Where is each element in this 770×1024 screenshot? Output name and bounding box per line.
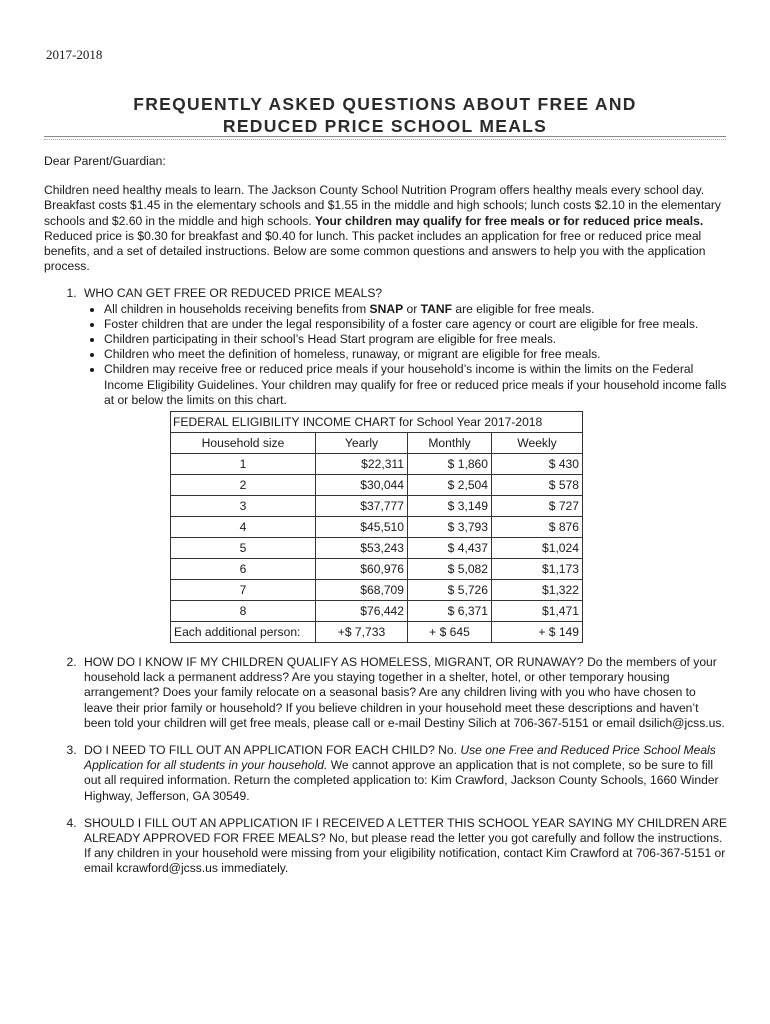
page-title bbox=[40, 93, 730, 137]
intro-text-end: Reduced price is $0.30 for breakfast and $0.40 for lunch. This packet includes an application for free or reduced price meal benefits, and a set of detailed instructions. Below are some common questions and answers to help you with the application process. bbox=[44, 228, 706, 274]
income-limit-cell: $ 5,082 bbox=[408, 559, 492, 580]
income-limit-cell: $76,442 bbox=[316, 601, 408, 622]
title-line-1: FREQUENTLY ASKED QUESTIONS ABOUT FREE AND bbox=[133, 94, 637, 114]
income-limit-cell: $1,024 bbox=[492, 538, 583, 559]
chart-row bbox=[171, 496, 583, 517]
title-line-2: REDUCED PRICE SCHOOL MEALS bbox=[222, 116, 548, 136]
snap-label: SNAP bbox=[369, 301, 404, 316]
income-limit-cell: $68,709 bbox=[316, 580, 408, 601]
title-rule-dotted bbox=[44, 139, 726, 140]
q1-bullets bbox=[84, 302, 728, 408]
income-limit-cell: $ 5,726 bbox=[408, 580, 492, 601]
income-limit-cell: $37,777 bbox=[316, 496, 408, 517]
income-limit-cell: $ 1,860 bbox=[408, 454, 492, 475]
q1-bullet: • Children may receive free or reduced price meals if your household’s income is within the limits on the Federal Income Eligibility Guidelines. Your children may qualify for free or reduced price meals if your household income falls at or below the limits on this chart. bbox=[104, 362, 728, 408]
q1-bullet: • Children participating in their school’s Head Start program are eligible for free meals. bbox=[104, 332, 728, 347]
intro-text-start: Children need healthy meals to learn. The Jackson County School Nutrition Program offers healthy meals every school day. Breakfast costs $1.45 in the elementary schools and $1.55 in the middle and high schools; lunch costs $2.10 in the elementary schools and $2.60 in the middle and high schools. bbox=[44, 183, 721, 228]
chart-row bbox=[171, 538, 583, 559]
chart-title: FEDERAL ELIGIBILITY INCOME CHART for School Year 2017-2018 bbox=[171, 412, 583, 433]
chart-row bbox=[171, 517, 583, 538]
household-size-cell: 1 bbox=[171, 454, 316, 475]
school-year: 2017-2018 bbox=[46, 47, 103, 62]
q3-start: DO I NEED TO FILL OUT AN APPLICATION FOR EACH CHILD? No. bbox=[84, 743, 461, 758]
document-body bbox=[44, 154, 728, 877]
faq-item-4: 4. SHOULD I FILL OUT AN APPLICATION IF I RECEIVED A LETTER THIS SCHOOL YEAR SAYING MY CHILDREN ARE ALREADY APPROVED FOR FREE MEALS? No, but please read the letter you got carefully and follow the instructions. If any children in your household were missing from your eligibility notification, contact Kim Crawford at 706-367-5151 or email kcrawford@jcss.us immediately. bbox=[80, 816, 728, 877]
income-limit-cell: $ 3,149 bbox=[408, 496, 492, 517]
chart-col-header: Monthly bbox=[408, 433, 492, 454]
greeting: Dear Parent/Guardian: bbox=[44, 154, 166, 168]
intro-text-bold: Your children may qualify for free meals or for reduced price meals. bbox=[314, 213, 704, 228]
title-rule bbox=[44, 136, 726, 137]
income-limit-cell: $45,510 bbox=[316, 517, 408, 538]
income-limit-cell: $30,044 bbox=[316, 475, 408, 496]
income-eligibility-chart bbox=[170, 411, 583, 643]
additional-yearly: +$ 7,733 bbox=[316, 622, 408, 643]
faq-item-2: 2. HOW DO I KNOW IF MY CHILDREN QUALIFY AS HOMELESS, MIGRANT, OR RUNAWAY? Do the members of your household lack a permanent address? Are you staying together in a shelter, hotel, or other temporary housing arrangement? Does your family relocate on a seasonal basis? Are any children living with you who have chosen to leave their prior family or household? If you believe children in your household meet these descriptions and haven’t been told your children will get free meals, please call or e-mail Destiny Silich at 706-367-5151 or email dsilich@jcss.us. bbox=[80, 655, 728, 731]
household-size-cell: 5 bbox=[171, 538, 316, 559]
additional-monthly: + $ 645 bbox=[408, 622, 492, 643]
q1-question: WHO CAN GET FREE OR REDUCED PRICE MEALS? bbox=[84, 286, 383, 301]
income-limit-cell: $ 2,504 bbox=[408, 475, 492, 496]
chart-col-header: Yearly bbox=[316, 433, 408, 454]
chart-rows bbox=[171, 454, 583, 622]
chart-row bbox=[171, 601, 583, 622]
chart-row bbox=[171, 580, 583, 601]
income-limit-cell: $22,311 bbox=[316, 454, 408, 475]
intro-paragraph bbox=[44, 183, 728, 274]
additional-person-label: Each additional person: bbox=[171, 622, 316, 643]
household-size-cell: 2 bbox=[171, 475, 316, 496]
household-size-cell: 6 bbox=[171, 559, 316, 580]
q1-bullet: • Foster children that are under the legal responsibility of a foster care agency or court are eligible for free meals. bbox=[104, 317, 728, 332]
q1-bullet bbox=[104, 302, 728, 317]
income-limit-cell: $ 4,437 bbox=[408, 538, 492, 559]
q3-end: We cannot approve an application that is not complete, so be sure to fill out all required information. Return the completed application to: Kim Crawford, Jackson County Schools, 1660 Winder Highway, Jefferson, GA 30549. bbox=[84, 758, 719, 803]
q1-bullet: • Children who meet the definition of homeless, runaway, or migrant are eligible for free meals. bbox=[104, 347, 728, 362]
chart-col-header: Household size bbox=[171, 433, 316, 454]
q1-b1-end: are eligible for free meals. bbox=[451, 301, 595, 316]
income-limit-cell: $ 3,793 bbox=[408, 517, 492, 538]
income-limit-cell: $ 876 bbox=[492, 517, 583, 538]
additional-weekly: + $ 149 bbox=[492, 622, 583, 643]
income-limit-cell: $1,173 bbox=[492, 559, 583, 580]
income-limit-cell: $ 6,371 bbox=[408, 601, 492, 622]
faq-list bbox=[44, 286, 728, 876]
chart-col-header: Weekly bbox=[492, 433, 583, 454]
income-limit-cell: $ 578 bbox=[492, 475, 583, 496]
household-size-cell: 8 bbox=[171, 601, 316, 622]
q1-b1-start: All children in households receiving benefits from bbox=[104, 301, 370, 316]
income-limit-cell: $60,976 bbox=[316, 559, 408, 580]
household-size-cell: 4 bbox=[171, 517, 316, 538]
tanf-label: TANF bbox=[420, 301, 452, 316]
household-size-cell: 3 bbox=[171, 496, 316, 517]
income-limit-cell: $53,243 bbox=[316, 538, 408, 559]
q3-italic: Use one Free and Reduced Price School Meals Application for all students in your household. bbox=[84, 743, 716, 773]
faq-item-3 bbox=[80, 743, 728, 804]
income-limit-cell: $1,471 bbox=[492, 601, 583, 622]
income-limit-cell: $1,322 bbox=[492, 580, 583, 601]
household-size-cell: 7 bbox=[171, 580, 316, 601]
chart-row bbox=[171, 559, 583, 580]
chart-row bbox=[171, 475, 583, 496]
income-limit-cell: $ 430 bbox=[492, 454, 583, 475]
income-limit-cell: $ 727 bbox=[492, 496, 583, 517]
faq-item-1 bbox=[80, 286, 728, 643]
chart-row bbox=[171, 454, 583, 475]
q1-b1-or: or bbox=[403, 301, 421, 316]
